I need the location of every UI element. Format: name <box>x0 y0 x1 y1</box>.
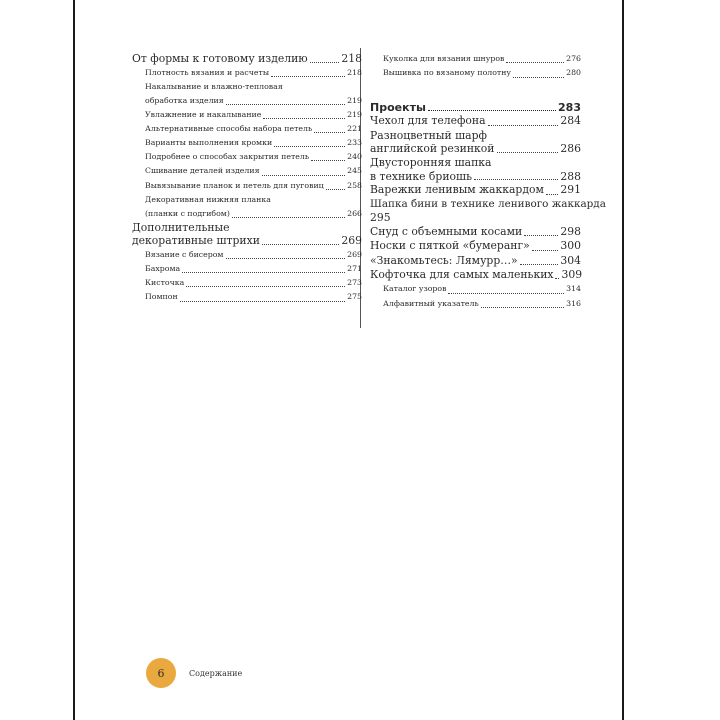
leader-dots <box>232 217 345 218</box>
leader-dots <box>481 307 564 308</box>
toc-subentry[interactable] <box>132 66 362 80</box>
leader-dots <box>262 175 346 176</box>
toc-subentry[interactable] <box>132 108 362 122</box>
toc-entry-page: 219 <box>347 96 362 105</box>
toc-entry-title: Вязание с бисером <box>145 249 224 259</box>
toc-entry-title: Кофточка для самых маленьких <box>370 268 554 281</box>
toc-entry-page: 273 <box>347 278 362 288</box>
toc-entry-title: Кисточка <box>145 278 185 288</box>
toc-entry-page: 288 <box>560 169 581 183</box>
toc-entry[interactable] <box>370 254 581 268</box>
toc-entry-title: Алфавитный указатель <box>383 298 479 308</box>
toc-entry-title: Носки с пяткой «бумеранг» <box>370 239 530 253</box>
leader-dots <box>488 125 559 126</box>
toc-entry-page: 266 <box>347 209 362 219</box>
leader-dots <box>271 76 345 77</box>
toc-entry-title-line1: Разноцветный шарф <box>370 128 487 142</box>
toc-entry[interactable] <box>370 268 581 282</box>
footer-section-title: Содержание <box>189 669 243 678</box>
toc-entry-page: 280 <box>566 68 581 78</box>
toc-entry-title: Каталог узоров <box>383 284 447 294</box>
toc-entry[interactable] <box>132 52 362 66</box>
toc-entry-title-line1: Шапка бини в технике ленивого жаккарда <box>370 197 606 210</box>
toc-subentry[interactable] <box>132 262 362 276</box>
toc-entry-title-line1: Декоративная нижняя планка <box>145 194 271 204</box>
toc-entry-title: Альтернативные способы набора петель <box>145 123 313 133</box>
leader-dots <box>474 179 558 180</box>
toc-section-heading[interactable] <box>370 101 581 115</box>
toc-entry-title: (планки с подгибом) <box>145 209 230 219</box>
section-title: Проекты <box>370 100 426 114</box>
toc-subentry[interactable] <box>132 276 362 290</box>
toc-entry-title: Снуд с объемными косами <box>370 224 523 238</box>
leader-dots <box>314 132 345 133</box>
toc-subentry[interactable] <box>370 52 581 66</box>
toc-subentry[interactable] <box>132 122 362 136</box>
leader-dots <box>310 62 340 63</box>
toc-entry-title-line1: Дополнительные <box>132 220 230 234</box>
toc-subentry[interactable] <box>132 179 362 193</box>
leader-dots <box>262 244 339 245</box>
toc-entry[interactable] <box>370 183 581 197</box>
toc-entry-title: От формы к готовому изделию <box>132 52 308 65</box>
toc-entry[interactable] <box>370 156 581 183</box>
toc-entry-page: 316 <box>566 298 581 308</box>
toc-entry-page: 314 <box>566 284 581 294</box>
toc-entry-title: «Знакомьтесь: Лямурр…» <box>370 253 518 267</box>
leader-dots <box>186 286 345 287</box>
page-number: 6 <box>157 666 165 680</box>
toc-entry-title: Подробнее о способах закрытия петель <box>145 152 310 162</box>
toc-entry-title: Вывязывание планок и петель для пуговиц <box>145 180 324 190</box>
toc-subentry[interactable] <box>132 248 362 262</box>
toc-subentry[interactable] <box>132 193 362 221</box>
toc-entry[interactable] <box>370 114 581 128</box>
toc-entry-title: декоративные штрихи <box>132 234 260 248</box>
leader-dots <box>180 301 345 302</box>
toc-entry-title-line1: Накалывание и влажно-тепловая <box>145 81 283 91</box>
book-page <box>73 0 624 720</box>
toc-entry-page: 240 <box>347 152 362 162</box>
toc-entry-title: Варежки ленивым жаккардом <box>370 183 544 197</box>
toc-subentry[interactable] <box>370 66 581 80</box>
toc-entry-page: 300 <box>560 239 581 253</box>
toc-entry[interactable] <box>370 197 606 225</box>
toc-entry-page: 295 <box>370 211 391 225</box>
toc-entry-page: 219 <box>347 109 362 119</box>
toc-entry-title: в технике бриошь <box>370 169 472 183</box>
toc-entry-title: английской резинкой <box>370 142 495 156</box>
toc-entry[interactable] <box>370 129 581 156</box>
toc-entry-title: Сшивание деталей изделия <box>145 166 260 176</box>
toc-subentry[interactable] <box>132 80 362 108</box>
toc-entry-title: обработка изделия <box>145 96 224 105</box>
toc-entry-page: 221 <box>347 123 362 133</box>
toc-subentry[interactable] <box>132 150 362 164</box>
leader-dots <box>506 62 564 63</box>
toc-subentry[interactable] <box>132 136 362 150</box>
toc-entry-page: 233 <box>347 138 362 147</box>
leader-dots <box>532 250 559 251</box>
leader-dots <box>226 258 346 259</box>
toc-subentry[interactable] <box>370 297 581 311</box>
toc-entry[interactable] <box>370 239 581 253</box>
leader-dots <box>182 272 345 273</box>
toc-entry-page: 309 <box>561 268 583 281</box>
toc-entry-title: Варианты выполнения кромки <box>145 138 273 147</box>
toc-entry-page: 218 <box>347 67 362 77</box>
leader-dots <box>263 118 345 119</box>
leader-dots <box>555 278 559 279</box>
toc-entry-page: 275 <box>347 292 362 302</box>
toc-entry-title-line1: Двусторонняя шапка <box>370 156 492 169</box>
toc-subentry[interactable] <box>132 164 362 178</box>
toc-entry-page: 276 <box>566 54 581 63</box>
toc-entry-page: 286 <box>560 142 581 156</box>
leader-dots <box>520 264 559 265</box>
leader-dots <box>546 194 559 195</box>
leader-dots <box>311 160 345 161</box>
toc-entry-page: 304 <box>560 253 581 267</box>
toc-entry-page: 269 <box>341 234 362 248</box>
toc-entry-page: 291 <box>560 183 581 197</box>
toc-entry-title: Плотность вязания и расчеты <box>145 67 270 77</box>
leader-dots <box>513 77 564 78</box>
toc-entry-title: Помпон <box>145 292 178 302</box>
leader-dots <box>226 104 345 105</box>
toc-entry-title: Бахрома <box>145 264 181 273</box>
toc-entry-page: 245 <box>347 166 362 176</box>
leader-dots <box>326 189 345 190</box>
toc-entry[interactable] <box>370 225 581 239</box>
leader-dots <box>497 152 559 153</box>
toc-entry-page: 269 <box>347 249 362 259</box>
toc-left-column <box>132 52 362 305</box>
leader-dots <box>428 110 556 111</box>
leader-dots <box>274 146 345 147</box>
toc-subentry[interactable] <box>370 282 581 296</box>
leader-dots <box>524 235 558 236</box>
toc-right-column <box>370 52 606 311</box>
section-page: 283 <box>558 100 581 114</box>
toc-subentry[interactable] <box>132 290 362 304</box>
toc-entry-title: Увлажнение и накалывание <box>145 109 262 119</box>
page-number-badge <box>146 658 176 688</box>
toc-entry-page: 258 <box>347 180 362 190</box>
toc-entry-title: Чехол для телефона <box>370 114 486 128</box>
toc-entry-page: 298 <box>560 224 581 238</box>
leader-dots <box>448 293 564 294</box>
toc-entry-page: 218 <box>341 52 362 65</box>
toc-entry[interactable] <box>132 221 362 248</box>
toc-entry-page: 284 <box>560 114 581 128</box>
toc-entry-page: 271 <box>347 264 362 273</box>
toc-entry-title: Вышивка по вязаному полотну <box>383 68 512 78</box>
toc-entry-title: Куколка для вязания шнуров <box>383 54 505 63</box>
